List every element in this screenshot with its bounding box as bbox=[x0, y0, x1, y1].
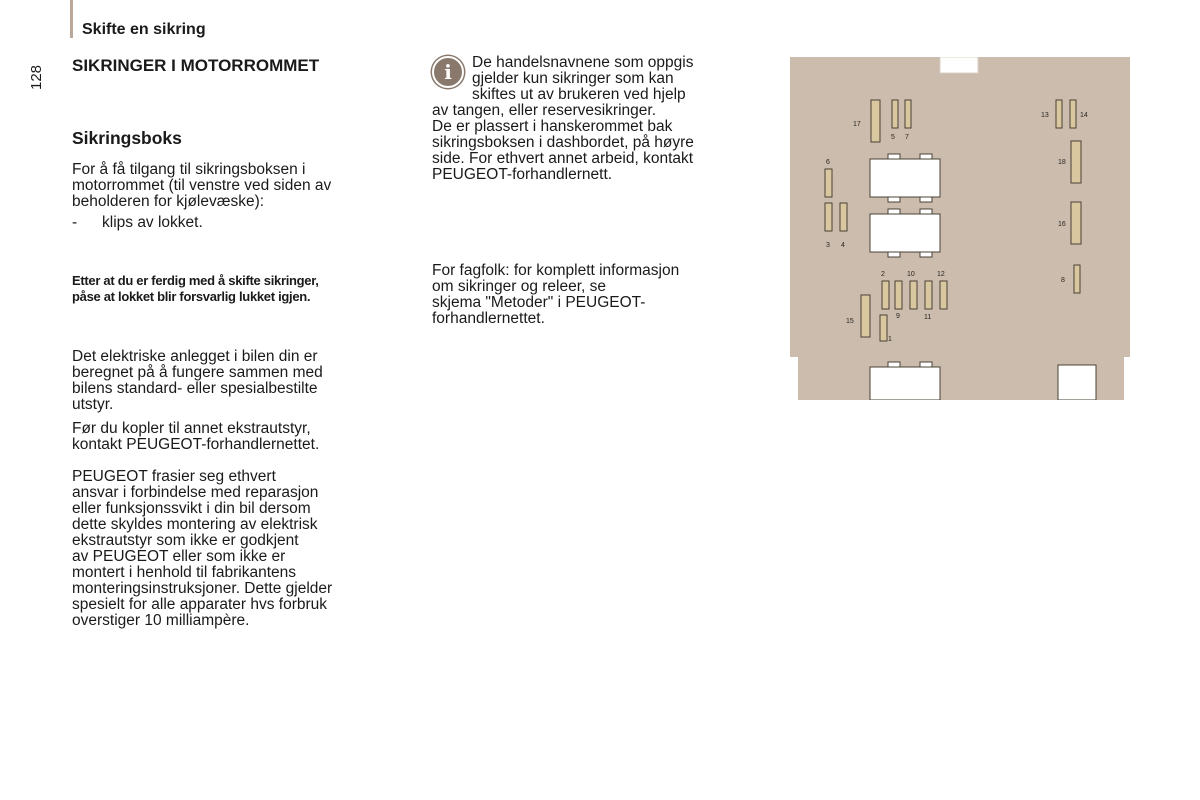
intro-paragraph bbox=[72, 162, 412, 210]
fuse-label-10: 10 bbox=[907, 271, 915, 278]
fuse-13 bbox=[1056, 100, 1062, 128]
text-line: beregnet på å fungere sammen med bbox=[72, 364, 323, 381]
section-title: SIKRINGER I MOTORROMMET bbox=[72, 56, 320, 75]
fuse-12 bbox=[940, 281, 947, 309]
text-line: Etter at du er ferdig med å skifte sikringer, bbox=[72, 273, 319, 288]
relay-bottom bbox=[870, 362, 940, 400]
fuse-3 bbox=[825, 203, 832, 231]
text-line: PEUGEOT frasier seg ethvert bbox=[72, 468, 276, 485]
bullet-item bbox=[72, 214, 203, 232]
fuse-10 bbox=[910, 281, 917, 309]
text-line: For å få tilgang til sikringsboksen i bbox=[72, 161, 306, 178]
text-line: skjema "Metoder" i PEUGEOT- bbox=[432, 294, 646, 311]
fuse-11 bbox=[925, 281, 932, 309]
text-line: påse at lokket blir forsvarlig lukket igjen. bbox=[72, 289, 311, 304]
text-line: spesielt for alle apparater hvs forbruk bbox=[72, 596, 328, 613]
info-icon: i bbox=[432, 56, 464, 88]
text-line: motorrommet (til venstre ved siden av bbox=[72, 177, 332, 194]
text-line: skiftes ut av brukeren ved hjelp bbox=[472, 86, 686, 103]
bottom-right-notch bbox=[1058, 365, 1096, 400]
text-line: monteringsinstruksjoner. Dette gjelder bbox=[72, 580, 333, 597]
fuse-label-12: 12 bbox=[937, 271, 945, 278]
fuse-label-5: 5 bbox=[891, 134, 895, 141]
top-notch bbox=[940, 57, 978, 73]
text-line: eller funksjonssvikt i din bil dersom bbox=[72, 500, 311, 517]
text-line: kontakt PEUGEOT-forhandlernettet. bbox=[72, 436, 320, 453]
fuse-label-3: 3 bbox=[826, 242, 830, 249]
text-line: ekstrautstyr som ikke er godkjent bbox=[72, 532, 299, 549]
text-line: overstiger 10 milliampère. bbox=[72, 612, 250, 629]
warning-note bbox=[72, 273, 412, 305]
text-line: dette skyldes montering av elektrisk bbox=[72, 516, 318, 533]
text-line: Før du kopler til annet ekstrautstyr, bbox=[72, 420, 311, 437]
fuse-label-2: 2 bbox=[881, 271, 885, 278]
text-line: De handelsnavnene som oppgis bbox=[472, 54, 694, 71]
bullet-text: klips av lokket. bbox=[102, 214, 203, 231]
text-line: PEUGEOT-forhandlernett. bbox=[432, 166, 613, 183]
fuse-7 bbox=[905, 100, 911, 128]
text-line: om sikringer og releer, se bbox=[432, 278, 607, 295]
text-line: av tangen, eller reservesikringer. bbox=[432, 102, 657, 119]
info-paragraph bbox=[432, 55, 767, 183]
bullet-dash: - bbox=[72, 214, 78, 231]
fuse-14 bbox=[1070, 100, 1076, 128]
relay-top bbox=[870, 154, 940, 202]
fuse-8 bbox=[1074, 265, 1080, 293]
fuse-label-8: 8 bbox=[1061, 277, 1065, 284]
fuse-label-13: 13 bbox=[1041, 112, 1049, 119]
text-line: side. For ethvert annet arbeid, kontakt bbox=[432, 150, 694, 167]
text-line: Det elektriske anlegget i bilen din er bbox=[72, 348, 318, 365]
text-line: For fagfolk: for komplett informasjon bbox=[432, 262, 680, 279]
fuse-label-15: 15 bbox=[846, 318, 854, 325]
text-line: bilens standard- eller spesialbestilte bbox=[72, 380, 318, 397]
text-line: beholderen for kjølevæske): bbox=[72, 193, 265, 210]
fuse-6 bbox=[825, 169, 832, 197]
header-accent-bar bbox=[70, 0, 73, 38]
fuse-label-6: 6 bbox=[826, 159, 830, 166]
relay-middle bbox=[870, 209, 940, 257]
fuse-label-16: 16 bbox=[1058, 221, 1066, 228]
text-line: gjelder kun sikringer som kan bbox=[472, 70, 674, 87]
text-line: sikringsboksen i dashbordet, på høyre bbox=[432, 134, 694, 151]
fuse-label-14: 14 bbox=[1080, 112, 1088, 119]
text-line: forhandlernettet. bbox=[432, 310, 545, 327]
fuse-16 bbox=[1071, 202, 1081, 244]
bottom-left-cutout bbox=[790, 357, 798, 400]
fuse-9 bbox=[895, 281, 902, 309]
accessory-paragraph bbox=[72, 421, 412, 453]
subtitle: Sikringsboks bbox=[72, 128, 182, 148]
text-line: ansvar i forbindelse med reparasjon bbox=[72, 484, 319, 501]
fuse-1 bbox=[880, 315, 887, 341]
electrical-paragraph bbox=[72, 349, 412, 413]
disclaimer-paragraph bbox=[72, 469, 412, 629]
fuse-5 bbox=[892, 100, 898, 128]
fuse-label-4: 4 bbox=[841, 242, 845, 249]
text-line: utstyr. bbox=[72, 396, 114, 413]
fuse-18 bbox=[1071, 141, 1081, 183]
fuse-label-11: 11 bbox=[924, 314, 932, 321]
fuse-label-7: 7 bbox=[905, 134, 909, 141]
fuse-17 bbox=[871, 100, 880, 142]
fuse-label-18: 18 bbox=[1058, 159, 1066, 166]
professional-paragraph bbox=[432, 263, 767, 327]
fuse-2 bbox=[882, 281, 889, 309]
bottom-right-cutout bbox=[1124, 357, 1130, 400]
page-number: 128 bbox=[28, 64, 45, 90]
fuse-label-1: 1 bbox=[888, 336, 892, 343]
fuse-4 bbox=[840, 203, 847, 231]
header-title: Skifte en sikring bbox=[82, 21, 206, 38]
text-line: De er plassert i hanskerommet bak bbox=[432, 118, 673, 135]
fuse-box-diagram bbox=[790, 57, 1130, 400]
fuse-15 bbox=[861, 295, 870, 337]
fuse-label-9: 9 bbox=[896, 313, 900, 320]
text-line: montert i henhold til fabrikantens bbox=[72, 564, 297, 581]
fuse-label-17: 17 bbox=[853, 121, 861, 128]
text-line: av PEUGEOT eller som ikke er bbox=[72, 548, 286, 565]
